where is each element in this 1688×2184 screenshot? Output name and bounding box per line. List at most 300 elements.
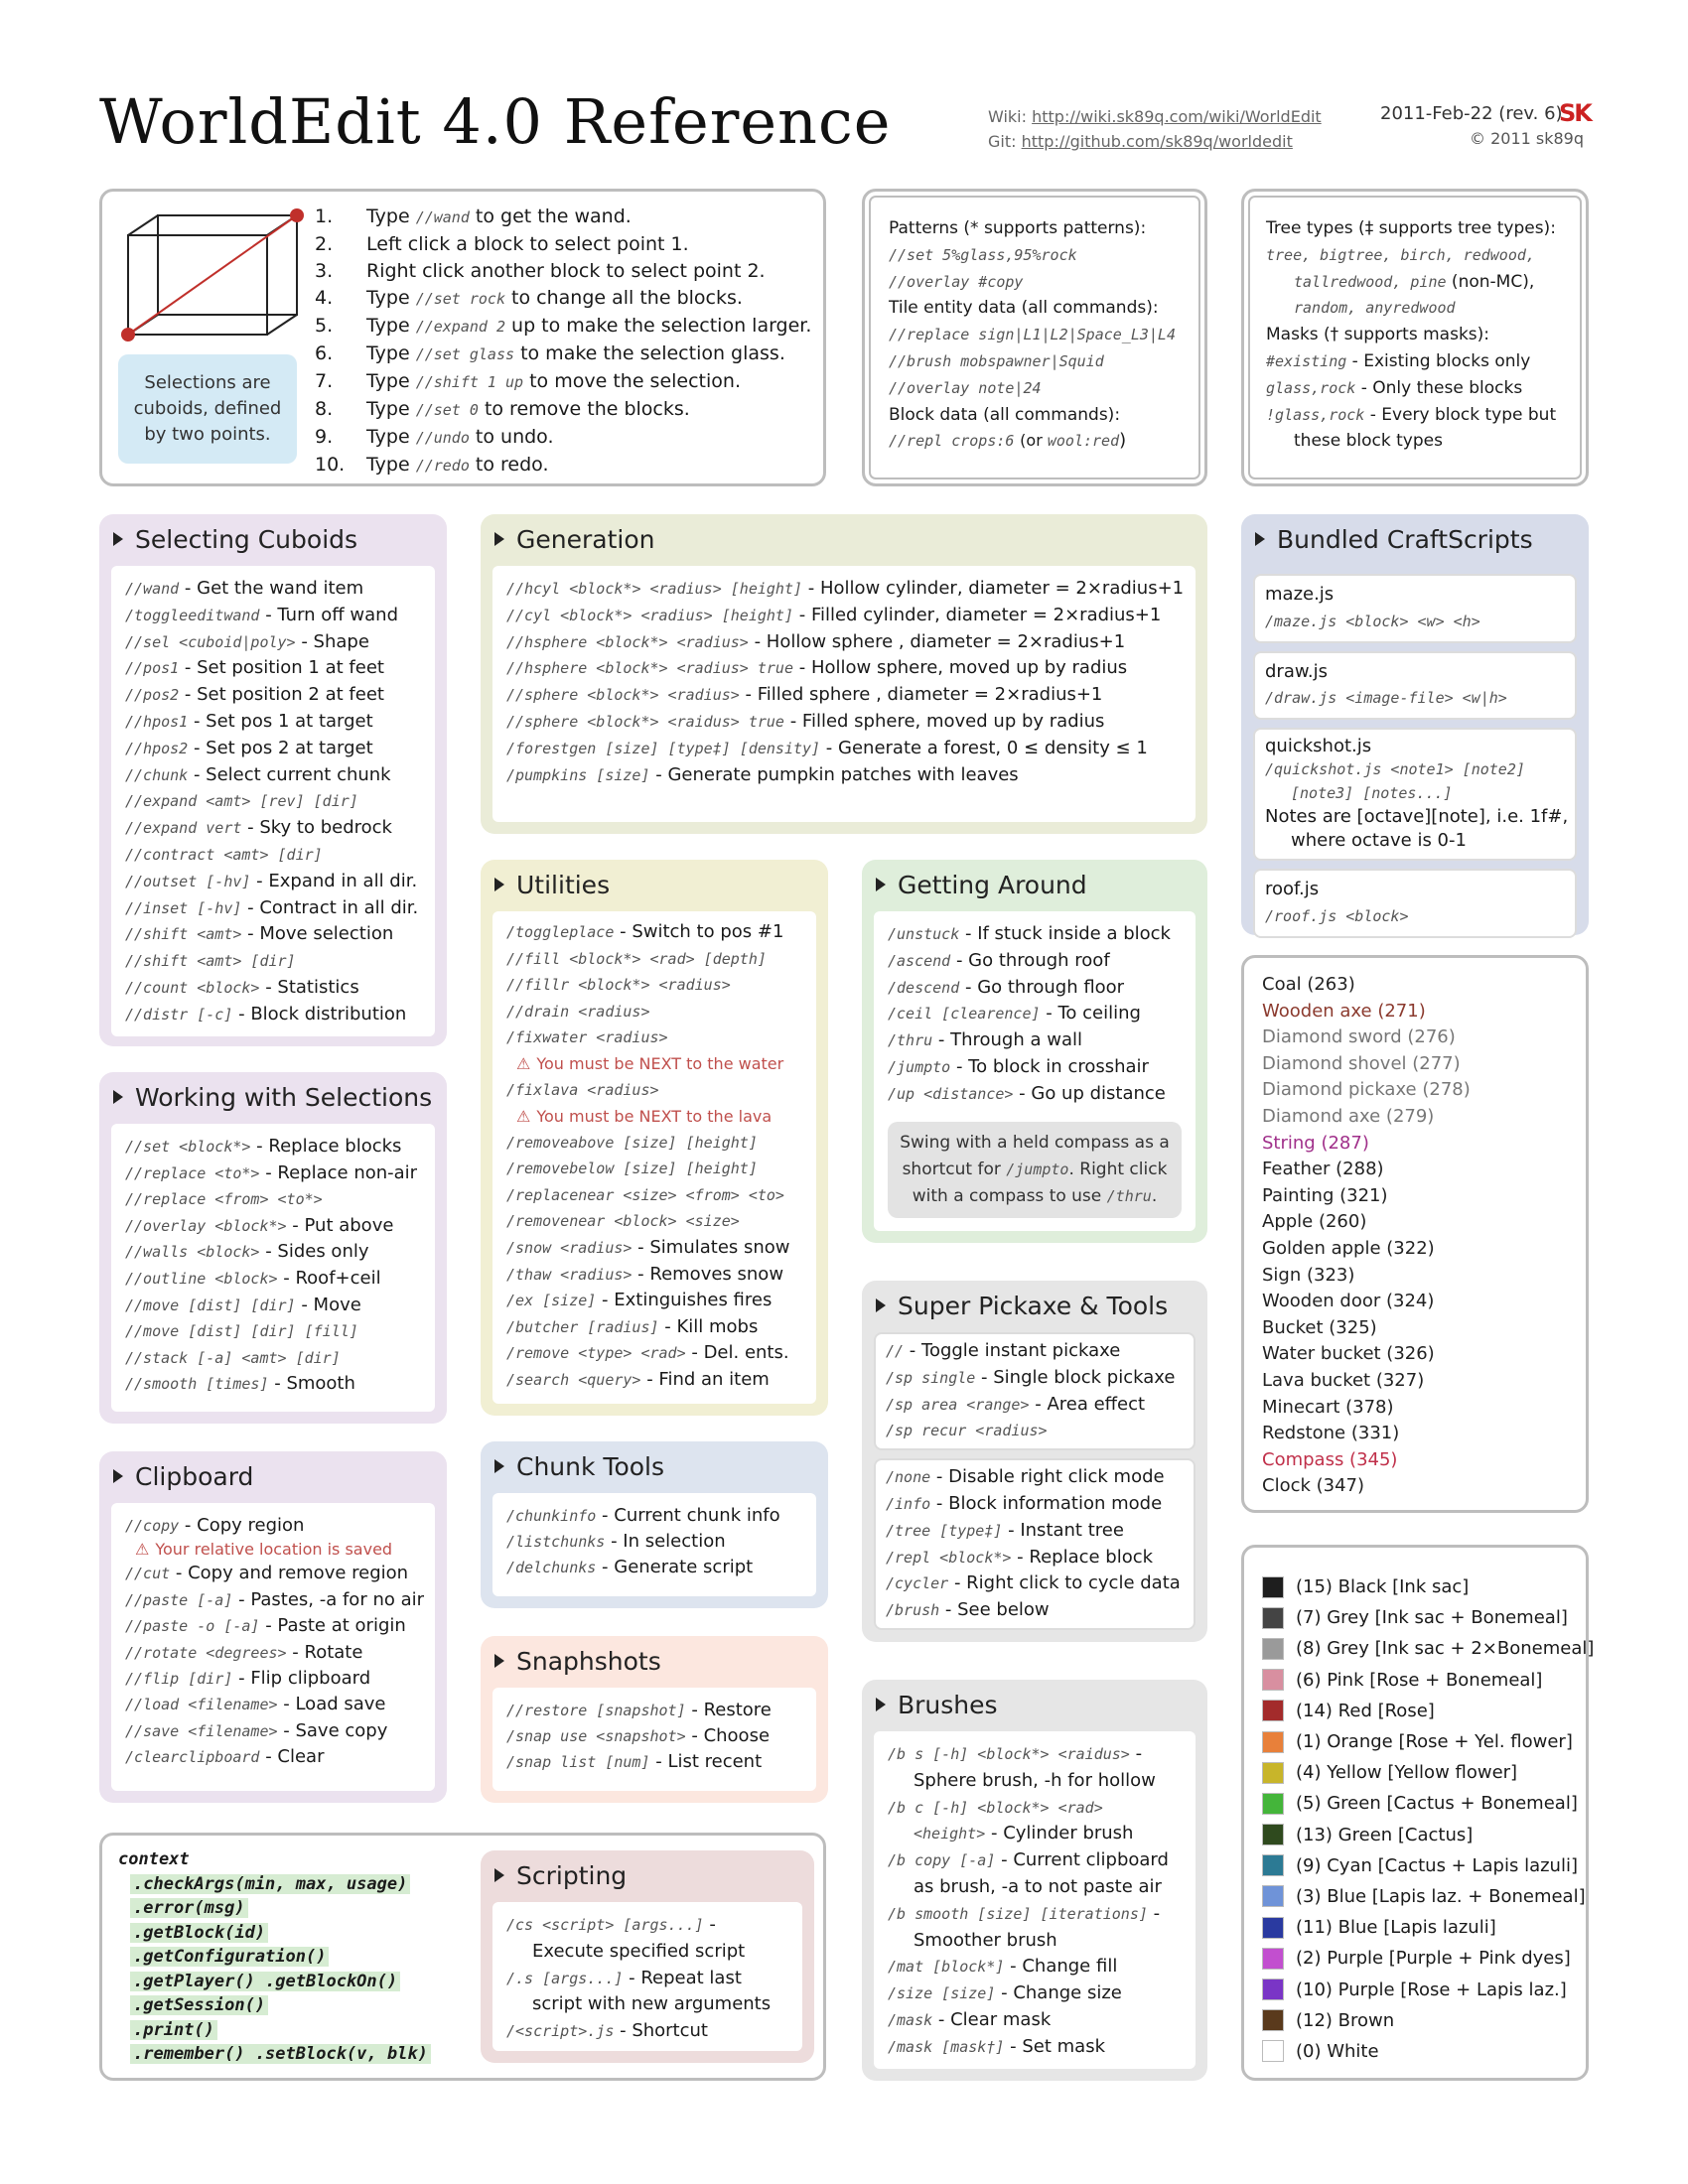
command-row [886, 1570, 1184, 1597]
command: //fill <block*> <rad> [depth] [506, 949, 767, 968]
step-row [315, 204, 811, 231]
description: - Rotate [286, 1641, 363, 1663]
command-row [125, 1513, 421, 1539]
step-row [315, 285, 811, 313]
description: - Shape [295, 630, 369, 652]
command-row [506, 1503, 802, 1529]
command: //sphere <block [506, 712, 641, 731]
mask-example: glass,rock [1266, 378, 1356, 397]
description: - Replace non-air [259, 1161, 418, 1183]
utilities-list [492, 911, 816, 1404]
command-row [125, 948, 421, 975]
command-row [125, 682, 421, 709]
expand-icon [494, 1868, 504, 1882]
git-link[interactable]: http://github.com/sk89q/worldedit [1021, 132, 1293, 151]
description: - [703, 1914, 716, 1935]
command-row [886, 1392, 1184, 1419]
selecting-list [111, 566, 435, 1036]
step-row [315, 424, 811, 452]
description: - Hollow cylinder, diameter = 2×radius+1 [802, 578, 1185, 599]
craftscript-quickshot [1253, 728, 1577, 861]
git-label: Git: [988, 132, 1017, 151]
panel-title: Snaphshots [516, 1646, 661, 1676]
wool-row [1262, 1726, 1594, 1757]
wool-label: (14) Red [Rose] [1296, 1700, 1435, 1721]
command-row [506, 1723, 802, 1749]
step-row [315, 452, 811, 479]
command: //outset [-hv] [125, 872, 251, 890]
command-row [506, 1529, 802, 1555]
command-row [506, 576, 1185, 603]
command: //sel <cuboid|poly> [125, 632, 296, 651]
command-row [125, 1371, 421, 1398]
description: - Contract in all dir. [241, 896, 419, 918]
command-row [125, 788, 421, 815]
command: /mask [mask†] [888, 2037, 1005, 2056]
command-row [888, 1001, 1182, 1027]
command: /replacenear <size> <from> <to> [506, 1185, 784, 1204]
tool-modes [874, 1458, 1196, 1630]
command-row [506, 919, 802, 946]
command: /toggleeditwand [125, 606, 260, 624]
description: - Statistics [259, 976, 359, 998]
script-note: Notes are [octave][note], i.e. 1f#, [1265, 806, 1569, 828]
expand-icon [876, 1298, 886, 1312]
compass-note-text: . Right click [1068, 1159, 1168, 1179]
step-command: //set 0 [415, 401, 479, 419]
command-row [125, 895, 421, 922]
command-row [125, 1134, 421, 1160]
wiki-link[interactable]: http://wiki.sk89q.com/wiki/WorldEdit [1032, 107, 1322, 126]
expand-icon [494, 1459, 504, 1473]
description: - Sides only [259, 1241, 369, 1263]
script-name: roof.js [1265, 879, 1320, 900]
item-id: Feather (288) [1262, 1159, 1384, 1180]
command-row [125, 842, 421, 869]
step-command: //expand 2 [415, 318, 505, 336]
step-row [315, 258, 811, 285]
command-row [506, 1262, 802, 1289]
command-args: > <radius> [649, 686, 740, 705]
command-row [506, 1288, 802, 1314]
command-row [125, 736, 421, 762]
craftscript-draw [1253, 651, 1577, 721]
script-name: quickshot.js [1265, 736, 1372, 757]
wool-label: (11) Blue [Lapis lazuli] [1296, 1917, 1496, 1939]
description: - Put above [286, 1214, 394, 1236]
compass-note [888, 1122, 1182, 1218]
step-number: 1. [315, 205, 334, 227]
panel-title: Super Pickaxe & Tools [898, 1291, 1169, 1320]
context-method-name: .error(msg) [130, 1898, 248, 1918]
script-usage: /maze.js <block> <w> <h> [1265, 612, 1480, 630]
description: - Hollow sphere , diameter = 2×radius+1 [748, 630, 1126, 652]
command: /b c [-h] <block*> <rad> [888, 1798, 1103, 1817]
context-method [118, 2020, 431, 2045]
item-id: Redstone (331) [1262, 1423, 1400, 1444]
description: - Area effect [1029, 1393, 1146, 1415]
command-row [886, 1545, 1184, 1571]
description: - Pastes, -a for no air [232, 1588, 425, 1610]
wool-row [1262, 2005, 1594, 2036]
command-row [506, 1156, 802, 1182]
wool-row [1262, 1696, 1594, 1726]
command: //distr [-c] [125, 1005, 233, 1024]
command: // [886, 1342, 905, 1360]
command: /brush [886, 1601, 940, 1620]
warning-icon: ⚠ [516, 1106, 531, 1126]
description: - Current clipboard [995, 1849, 1169, 1871]
tree-types-list: tallredwood, pine [1294, 272, 1447, 291]
context-method [118, 1849, 431, 1874]
panel-title: Selecting Cuboids [135, 524, 358, 554]
command-row [125, 815, 421, 842]
color-swatch [1262, 1607, 1284, 1629]
description: - Move [295, 1294, 361, 1315]
description: as brush, -a to not paste air [914, 1875, 1162, 1897]
command: //hsphere <block [506, 632, 650, 651]
command: //cut [125, 1565, 171, 1583]
command: //rotate <degrees> [125, 1643, 287, 1662]
description: - Choose [685, 1725, 771, 1746]
item-id: Wooden door (324) [1262, 1291, 1435, 1312]
step-number: 10. [315, 454, 346, 476]
color-swatch [1262, 1824, 1284, 1845]
command: /mask [888, 2010, 933, 2029]
description: - See below [939, 1599, 1050, 1621]
clipboard-panel [99, 1451, 447, 1803]
pattern-star-icon: * [614, 606, 624, 624]
script-name: draw.js [1265, 660, 1329, 682]
command-row [886, 1597, 1184, 1624]
panel-title: Chunk Tools [516, 1451, 664, 1481]
step-command: //redo [415, 457, 470, 475]
panel-title: Working with Selections [135, 1082, 433, 1112]
script-note: where octave is 0-1 [1291, 830, 1467, 852]
description: - Filled sphere, moved up by radius [783, 710, 1105, 732]
context-method-name: .getSession() [130, 1995, 268, 2015]
command-row [888, 1847, 1182, 1874]
color-swatch [1262, 1638, 1284, 1660]
description: - Extinguishes fires [596, 1290, 773, 1311]
description: - Replace blocks [250, 1136, 402, 1157]
context-method [118, 2044, 431, 2069]
command: //sphere <block [506, 686, 641, 705]
panel-title: Bundled CraftScripts [1277, 524, 1533, 554]
command-row [506, 1024, 802, 1051]
command: //fillr <block*> <radius> [506, 976, 731, 995]
command-row [886, 1365, 1184, 1392]
command: /listchunks [506, 1533, 606, 1551]
command-row [506, 1130, 802, 1157]
command: //chunk [125, 765, 189, 784]
context-method [118, 1898, 431, 1923]
pattern-star-icon: * [623, 580, 633, 598]
item-id: Compass (345) [1262, 1448, 1398, 1470]
command-row [125, 629, 421, 656]
description: - [1147, 1902, 1161, 1924]
step-row [315, 313, 811, 341]
script-name: maze.js [1265, 584, 1335, 605]
intro-box [99, 189, 826, 486]
command-row [125, 1640, 421, 1666]
command-row [506, 709, 1182, 736]
description: - Find an item [640, 1368, 770, 1390]
step-row [315, 368, 811, 396]
wool-label: (7) Grey [Ink sac + Bonemeal] [1296, 1607, 1568, 1629]
command: //copy [125, 1517, 180, 1535]
warning-text: You must be NEXT to the water [536, 1053, 784, 1073]
mask-desc: - Every block type but [1364, 404, 1557, 425]
item-id: Wooden axe (271) [1262, 1000, 1426, 1022]
item-id: Bucket (325) [1262, 1316, 1377, 1338]
wool-row [1262, 1912, 1594, 1943]
clipboard-list [111, 1503, 435, 1791]
command-row [888, 1027, 1182, 1054]
description: - Switch to pos #1 [614, 921, 784, 942]
description: - Generate a forest, 0 ≤ density ≤ 1 [820, 737, 1148, 758]
command-row [125, 1744, 421, 1770]
command-args: > <radius> [height] [623, 606, 793, 624]
wool-row [1262, 2036, 1594, 2067]
chunk-tools-panel [481, 1441, 828, 1608]
command-row [125, 1666, 421, 1692]
description: - Replace block [1011, 1546, 1154, 1568]
getting-around-panel [862, 860, 1207, 1243]
command-row [125, 1186, 421, 1213]
description: - Save copy [277, 1719, 388, 1741]
command-row [125, 655, 421, 682]
wool-row [1262, 1820, 1594, 1850]
step-text: Type [366, 205, 416, 227]
wool-colors-box [1241, 1545, 1595, 2081]
command: /cycler [886, 1574, 949, 1593]
command-row [888, 1901, 1182, 1928]
command-row [506, 603, 1182, 629]
command-row [506, 999, 802, 1025]
command: /b copy [-a] [888, 1851, 996, 1870]
command: /thaw <radius> [506, 1265, 633, 1284]
command: //walls <block> [125, 1243, 260, 1262]
description: - Shortcut [614, 2020, 708, 2042]
command: //expand vert [125, 819, 242, 838]
description: - If stuck inside a block [959, 923, 1171, 944]
description: - [1129, 1743, 1143, 1764]
step-command: //set rock [415, 290, 505, 308]
panel-title: Getting Around [898, 870, 1087, 899]
mask-desc: - Only these blocks [1355, 377, 1523, 398]
wool-label: (13) Green [Cactus] [1296, 1824, 1474, 1845]
description: - Copy region [179, 1515, 305, 1536]
step-number: 3. [315, 260, 334, 282]
command: //contract <amt> [dir] [125, 845, 323, 864]
working-selections-panel [99, 1072, 447, 1424]
step-text: up to make the selection larger. [505, 315, 812, 337]
command: /repl <block*> [886, 1548, 1012, 1567]
item-id: Coal (263) [1262, 974, 1355, 995]
command-row [888, 1980, 1182, 2007]
compass-note-text: shortcut for [902, 1159, 1007, 1179]
description: - Sky to bedrock [241, 817, 392, 839]
command-row [125, 1692, 421, 1717]
command-row [506, 1208, 802, 1235]
expand-icon [494, 532, 504, 546]
command: /mat [block*] [888, 1958, 1005, 1977]
command-row [888, 975, 1182, 1002]
wool-label: (5) Green [Cactus + Bonemeal] [1296, 1793, 1578, 1815]
item-id: Diamond pickaxe (278) [1262, 1079, 1471, 1101]
compass-note-cmd: /thru [1106, 1186, 1152, 1205]
description: - Simulates snow [632, 1236, 790, 1258]
description: - Flip clipboard [232, 1668, 371, 1690]
command: /size [size] [888, 1984, 996, 2003]
command-row [888, 1081, 1182, 1108]
wool-label: (9) Cyan [Cactus + Lapis lazuli] [1296, 1854, 1578, 1876]
item-id: String (287) [1262, 1132, 1369, 1154]
command-row [506, 1314, 802, 1341]
description: - Set position 2 at feet [179, 684, 384, 706]
command: /none [886, 1468, 931, 1487]
description: - Move selection [241, 923, 394, 945]
context-object: context [118, 1849, 190, 1869]
pattern-example: //set 5%glass,95%rock [889, 245, 1077, 264]
description: - Cylinder brush [985, 1823, 1134, 1844]
revision-date: 2011-Feb-22 (rev. 6) [1380, 103, 1563, 124]
expand-icon [876, 878, 886, 891]
command-args: > <radius> [height] [632, 580, 803, 598]
command: /butcher [radius] [506, 1317, 659, 1336]
step-text: Type [366, 315, 416, 337]
step-text: Left click a block to select point 1. [366, 233, 689, 255]
snapshots-panel [481, 1636, 828, 1803]
context-method-name: .getPlayer() .getBlockOn() [130, 1972, 400, 1991]
block-data-example-alt: wool:red [1047, 432, 1120, 451]
description: - Current chunk info [596, 1505, 780, 1526]
block-data-close: ) [1119, 430, 1127, 452]
description: - Filled cylinder, diameter = 2×radius+1 [793, 604, 1162, 625]
selection-caption: Selections are cuboids, defined by two points. [118, 354, 297, 464]
expand-icon [113, 532, 123, 546]
command-row [888, 1768, 1182, 1795]
panel-title: Clipboard [135, 1461, 254, 1491]
warning-text: Your relative location is saved [155, 1540, 393, 1560]
tile-example: //replace sign|L1|L2|Space_L3|L4 [889, 326, 1176, 344]
step-command: //shift 1 up [415, 373, 524, 391]
description: - Kill mobs [658, 1315, 759, 1337]
description: - Single block pickaxe [975, 1366, 1176, 1388]
step-text: Type [366, 287, 416, 309]
panel-title: Brushes [898, 1690, 998, 1719]
command: //pos2 [125, 686, 180, 705]
description: - Restore [685, 1700, 772, 1720]
command: //hsphere <block [506, 659, 650, 678]
description: Smoother brush [914, 1929, 1057, 1951]
script-usage: /roof.js <block> [1265, 906, 1409, 925]
wool-label: (8) Grey [Ink sac + 2×Bonemeal] [1296, 1638, 1595, 1660]
command: /b s [-h] <block*> <raidus> [888, 1745, 1130, 1763]
command-row [506, 682, 1182, 709]
scripting-panel [481, 1850, 814, 2063]
command-row [125, 1266, 421, 1293]
color-swatch [1262, 2040, 1284, 2062]
panel-title: Generation [516, 524, 655, 554]
panel-title: Scripting [516, 1860, 628, 1890]
craftscript-maze [1253, 574, 1577, 643]
wool-label: (1) Orange [Rose + Yel. flower] [1296, 1731, 1573, 1753]
command: /info [886, 1494, 931, 1513]
command: /thru [888, 1031, 933, 1050]
item-id: Clock (347) [1262, 1475, 1365, 1497]
wiki-label: Wiki: [988, 107, 1028, 126]
command-row [125, 1345, 421, 1372]
command: /ex [size] [506, 1292, 597, 1310]
description: - Copy and remove region [170, 1563, 409, 1584]
command: /delchunks [506, 1559, 597, 1576]
description: - Removes snow [632, 1263, 784, 1285]
wool-label: (6) Pink [Rose + Bonemeal] [1296, 1669, 1543, 1691]
step-number: 4. [315, 287, 334, 309]
command-row [506, 1182, 802, 1209]
command: /removebelow [size] [height] [506, 1160, 758, 1178]
tile-example: //brush mobspawner|Squid [889, 351, 1104, 370]
tile-example: //overlay note|24 [889, 378, 1042, 397]
wool-label: (2) Purple [Purple + Pink dyes] [1296, 1948, 1571, 1970]
command-args: > <radius> true [658, 659, 793, 678]
item-id: Diamond axe (279) [1262, 1105, 1435, 1127]
block-data-or: (or [1020, 431, 1048, 451]
command-row [506, 946, 802, 973]
command: /up <distance> [888, 1084, 1014, 1103]
command: /cs <script> [args...] [506, 1916, 704, 1934]
description: - Go through roof [950, 949, 1110, 971]
command: /ascend [888, 951, 951, 970]
command: //hpos1 [125, 712, 189, 731]
command-row [506, 1555, 802, 1580]
color-swatch [1262, 1793, 1284, 1815]
command: /chunkinfo [506, 1507, 597, 1525]
wool-row [1262, 1757, 1594, 1788]
mask-desc: - Existing blocks only [1346, 350, 1531, 371]
description: - Hollow sphere, moved up by radius [793, 657, 1128, 679]
description: Sphere brush, -h for hollow [914, 1769, 1156, 1791]
context-method-name: .checkArgs(min, max, usage) [130, 1874, 410, 1894]
description: - Filled sphere , diameter = 2×radius+1 [739, 684, 1103, 706]
description: - Right click to cycle data [948, 1572, 1181, 1594]
step-text: Right click another block to select point 2. [366, 260, 766, 282]
command: //set <block*> [125, 1138, 251, 1156]
wool-label: (15) Black [Ink sac] [1296, 1576, 1470, 1598]
step-text: to change all the blocks. [505, 287, 743, 309]
command: /sp single [886, 1368, 976, 1387]
wool-row [1262, 1665, 1594, 1696]
command-row [506, 1077, 802, 1104]
command: //save <filename> [125, 1721, 278, 1740]
item-id: Minecart (378) [1262, 1396, 1394, 1418]
command: //smooth [times] [125, 1375, 269, 1394]
command-row [886, 1418, 1184, 1444]
step-text: Type [366, 454, 416, 476]
description: - Turn off wand [259, 604, 399, 625]
command: //shift <amt> [125, 925, 242, 944]
command-row [888, 1741, 1182, 1768]
description: - Get the wand item [179, 578, 364, 599]
description: - To block in crosshair [950, 1055, 1149, 1077]
step-command: //set glass [415, 345, 515, 363]
wool-row [1262, 1974, 1594, 2004]
wool-row [1262, 1788, 1594, 1819]
color-swatch [1262, 1979, 1284, 2000]
description: - Set pos 2 at target [188, 737, 373, 758]
